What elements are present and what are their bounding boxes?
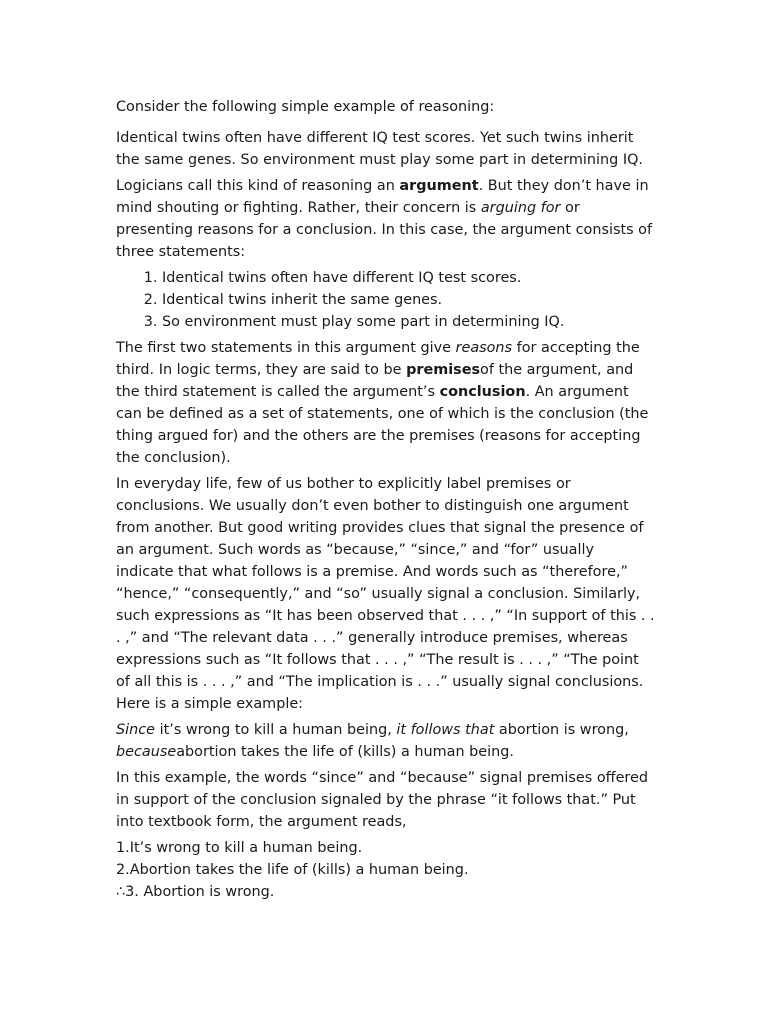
- statement-list: [116, 267, 656, 333]
- example-twins-paragraph: Identical twins often have different IQ test scores. Yet such twins inherit the same genes. So environment must play some part in determining IQ.: [116, 130, 643, 168]
- emphasis-it-follows-that: it follows that: [396, 722, 495, 738]
- term-conclusion: conclusion: [439, 384, 526, 400]
- textbook-argument: [116, 837, 656, 903]
- list-item: 1. Identical twins often have different IQ test scores.: [162, 267, 656, 289]
- term-premises: premises: [406, 362, 481, 378]
- document-page: [116, 96, 656, 903]
- text-run: or presenting reasons for a conclusion. In this case, the argument consists of three statements:: [116, 200, 653, 260]
- text-run: for accepting the third. In logic terms, they are said to be: [116, 340, 640, 378]
- text-run: The first two statements in this argument give: [116, 340, 456, 356]
- text-run: Logicians call this kind of reasoning an: [116, 178, 400, 194]
- premises-conclusion-paragraph: [116, 337, 656, 469]
- example-abortion-paragraph: [116, 719, 656, 763]
- text-run: abortion is wrong,: [494, 722, 629, 738]
- argument-definition-paragraph: [116, 175, 656, 263]
- text-run: of the argument, and the third statement is called the argument’s: [116, 362, 634, 400]
- list-item: 3. So environment must play some part in determining IQ.: [162, 311, 656, 333]
- textbook-line: 1.It’s wrong to kill a human being.: [116, 840, 363, 856]
- textbook-form-paragraph: In this example, the words “since” and “because” signal premises offered in support of the conclusion signaled by the phrase “it follows that.” Put into textbook form, the argument reads,: [116, 770, 649, 830]
- textbook-line: 2.Abortion takes the life of (kills) a human being.: [116, 862, 469, 878]
- text-run: it’s wrong to kill a human being,: [155, 722, 397, 738]
- term-argument: argument: [399, 178, 479, 194]
- text-run: abortion takes the life of (kills) a human being.: [176, 744, 514, 760]
- everyday-life-paragraph: In everyday life, few of us bother to explicitly label premises or conclusions. We usually don’t even bother to distinguish one argument from another. But good writing provides clues that signal the presence of an argument. Such words as “because,” “since,” and “for” usually indicate that what follows is a premise. And words such as “therefore,” “hence,” “consequently,” and “so” usually signal a conclusion. Similarly, such expressions as “It has been observed that . . . ,” “In support of this . . . ,” and “The relevant data . . .” generally introduce premises, whereas expressions such as “It follows that . . . ,” “The result is . . . ,” “The point of all this is . . . ,” and “The implication is . . .” usually signal conclusions. Here is a simple example:: [116, 476, 655, 712]
- emphasis-because: because: [116, 744, 177, 760]
- text-run: . But they don’t have in mind shouting or fighting. Rather, their concern is: [116, 178, 649, 216]
- text-run: . An argument can be defined as a set of statements, one of which is the conclusion (the thing argued for) and the others are the premises (reasons for accepting the conclusion).: [116, 384, 649, 466]
- textbook-line: ∴3. Abortion is wrong.: [116, 884, 275, 900]
- emphasis-arguing-for: arguing for: [480, 200, 561, 216]
- emphasis-reasons: reasons: [455, 340, 513, 356]
- list-item: 2. Identical twins inherit the same genes.: [162, 289, 656, 311]
- emphasis-since: Since: [116, 722, 156, 738]
- intro-paragraph: Consider the following simple example of reasoning:: [116, 99, 495, 115]
